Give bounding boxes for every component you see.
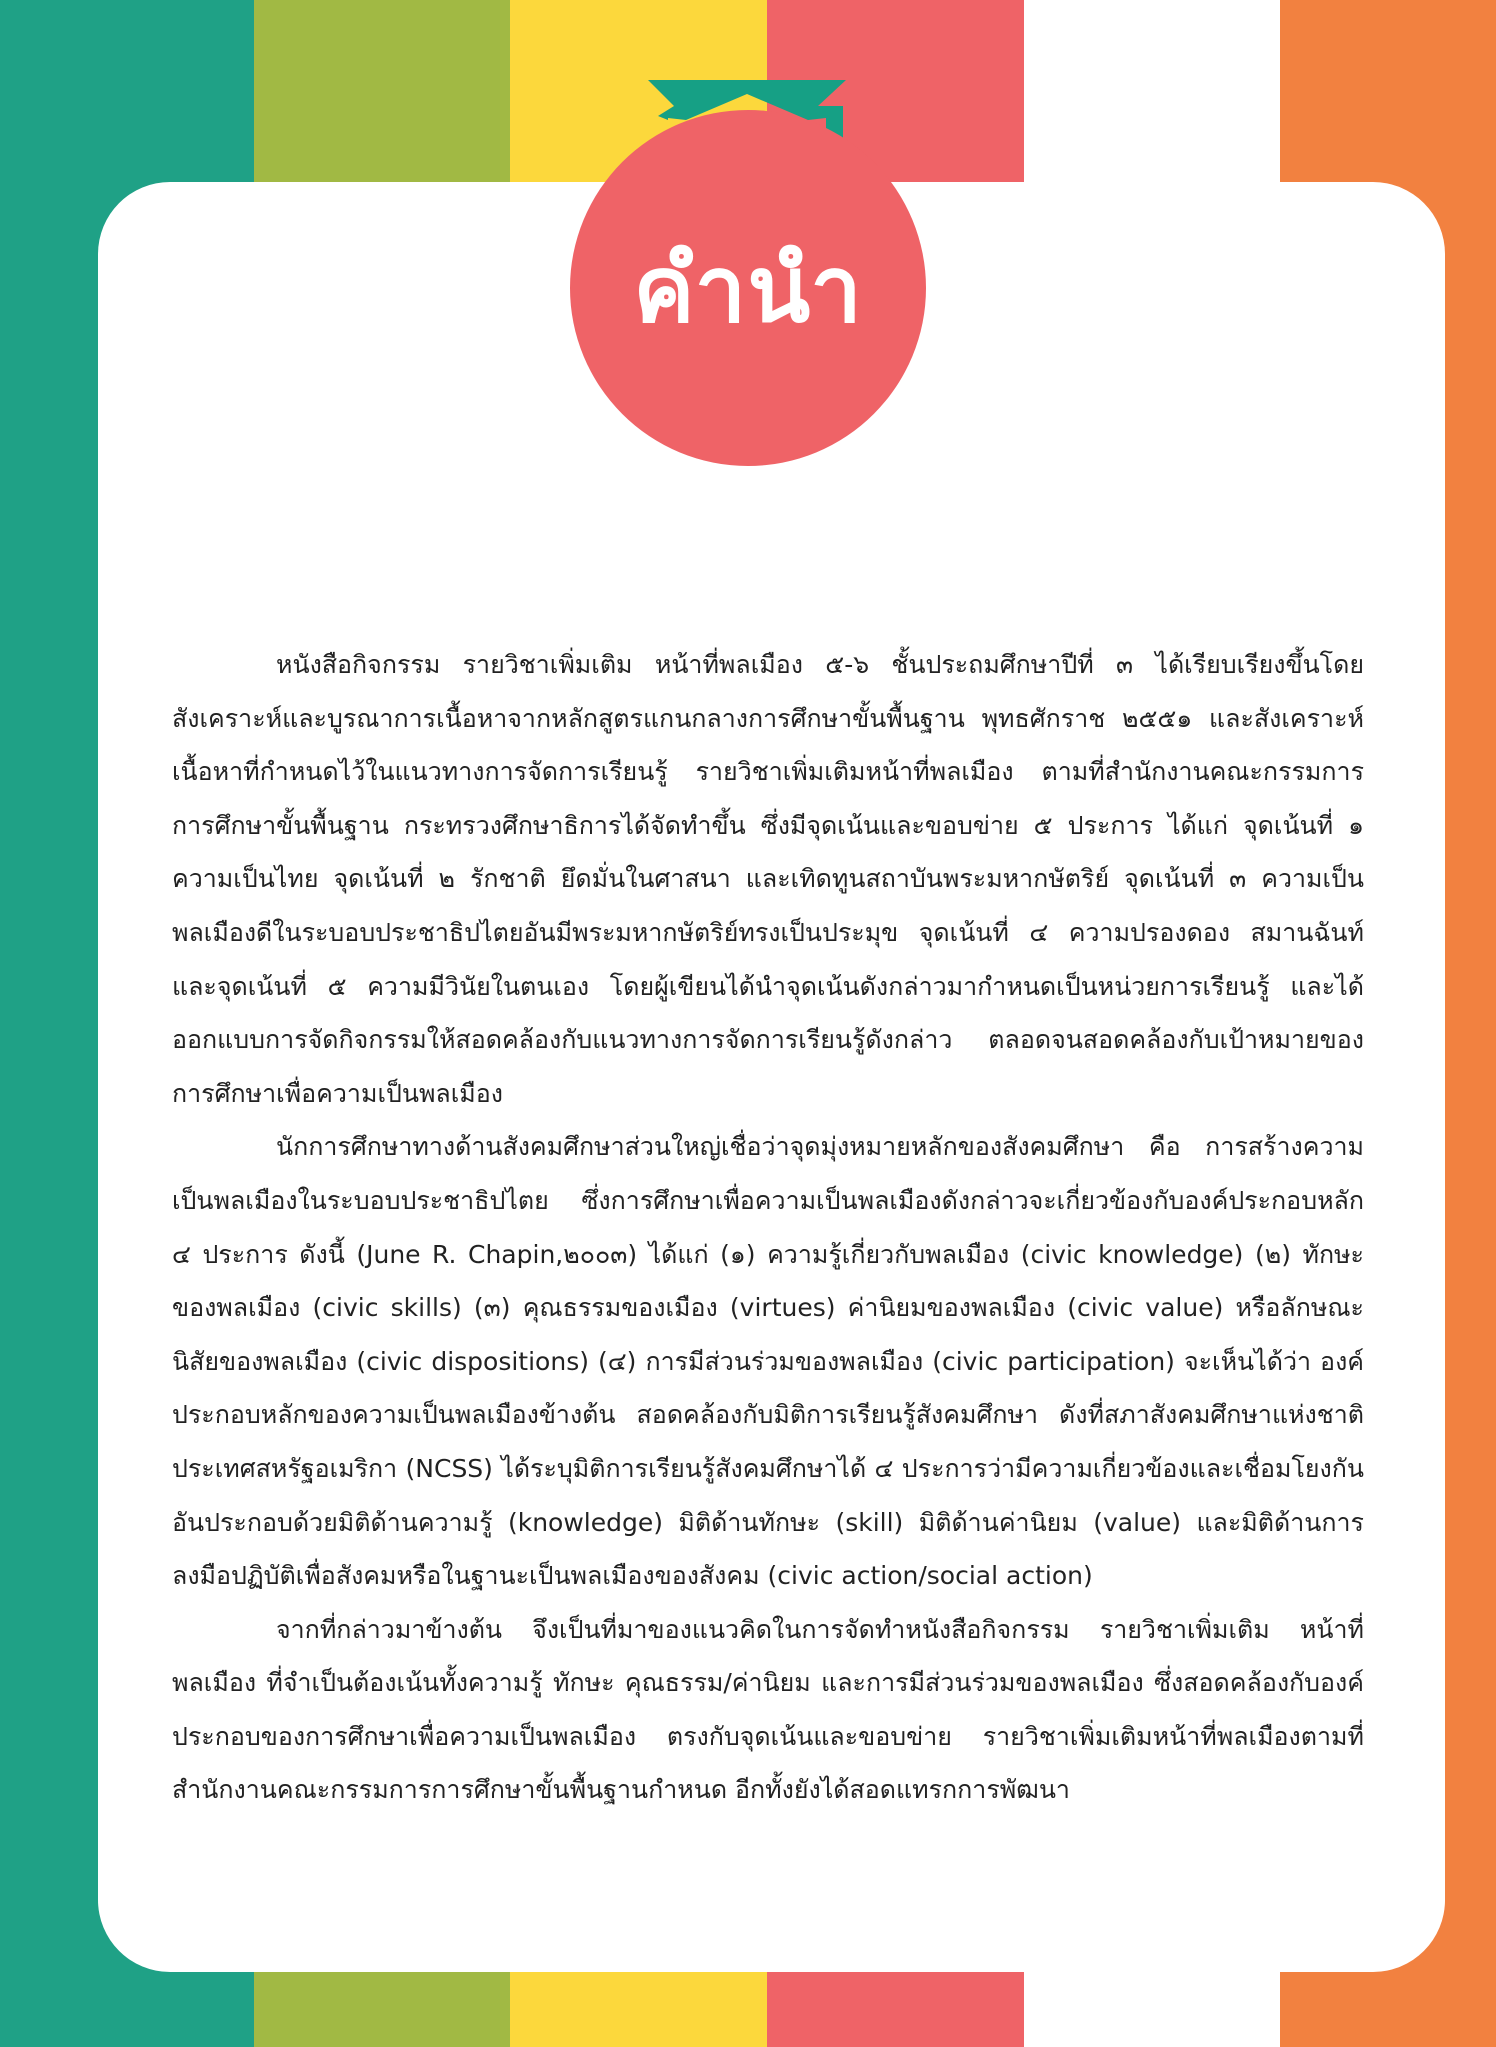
paragraph: นักการศึกษาทางด้านสังคมศึกษาส่วนใหญ่เชื่อว่าจุดมุ่งหมายหลักของสังคมศึกษา คือ การสร้างความเป็นพลเมืองในระบอบประชาธิปไตย ซึ่งการศึกษาเพื่อความเป็นพลเมืองดังกล่าวจะเกี่ยวข้องกับองค์ประกอบหลัก ๔ ประการ ดังนี้ (June R. Chapin,๒๐๐๓) ได้แก่ (๑) ความรู้เกี่ยวกับพลเมือง (civic knowledge) (๒) ทักษะของพลเมือง (civic skills) (๓) คุณธรรมของเมือง (virtues) ค่านิยมของพลเมือง (civic value) หรือลักษณะนิสัยของพลเมือง (civic dispositions) (๔) การมีส่วนร่วมของพลเมือง (civic participation) จะเห็นได้ว่า องค์ประกอบหลักของความเป็นพลเมืองข้างต้น สอดคล้องกับมิติการเรียนรู้สังคมศึกษา ดังที่สภาสังคมศึกษาแห่งชาติ ประเทศสหรัฐอเมริกา (NCSS) ได้ระบุมิติการเรียนรู้สังคมศึกษาได้ ๔ ประการว่ามีความเกี่ยวข้องและเชื่อมโยงกัน อันประกอบด้วยมิติด้านความรู้ (knowledge) มิติด้านทักษะ (skill) มิติด้านค่านิยม (value) และมิติด้านการลงมือปฏิบัติเพื่อสังคมหรือในฐานะเป็นพลเมืองของสังคม (civic action/social action) — [172, 1132, 1364, 1591]
paragraph: จากที่กล่าวมาข้างต้น จึงเป็นที่มาของแนวคิดในการจัดทำหนังสือกิจกรรม รายวิชาเพิ่มเติม หน้าที่พลเมือง ที่จำเป็นต้องเน้นทั้งความรู้ ทักษะ คุณธรรม/ค่านิยม และการมีส่วนร่วมของพลเมือง ซึ่งสอดคล้องกับองค์ประกอบของการศึกษาเพื่อความเป็นพลเมือง ตรงกับจุดเน้นและขอบข่าย รายวิชาเพิ่มเติมหน้าที่พลเมืองตามที่สำนักงานคณะกรรมการการศึกษาขั้นพื้นฐานกำหนด อีกทั้งยังได้สอดแทรกการพัฒนา — [172, 1614, 1364, 1805]
body-text — [172, 638, 1364, 1817]
paragraph: หนังสือกิจกรรม รายวิชาเพิ่มเติม หน้าที่พลเมือง ๕-๖ ชั้นประถมศึกษาปีที่ ๓ ได้เรียบเรียงขึ้นโดยสังเคราะห์และบูรณาการเนื้อหาจากหลักสูตรแกนกลางการศึกษาขั้นพื้นฐาน พุทธศักราช ๒๕๕๑ และสังเคราะห์เนื้อหาที่กำหนดไว้ในแนวทางการจัดการเรียนรู้ รายวิชาเพิ่มเติมหน้าที่พลเมือง ตามที่สำนักงานคณะกรรมการการศึกษาขั้นพื้นฐาน กระทรวงศึกษาธิการได้จัดทำขึ้น ซึ่งมีจุดเน้นและขอบข่าย ๕ ประการ ได้แก่ จุดเน้นที่ ๑ ความเป็นไทย จุดเน้นที่ ๒ รักชาติ ยึดมั่นในศาสนา และเทิดทูนสถาบันพระมหากษัตริย์ จุดเน้นที่ ๓ ความเป็นพลเมืองดีในระบอบประชาธิปไตยอันมีพระมหากษัตริย์ทรงเป็นประมุข จุดเน้นที่ ๔ ความปรองดอง สมานฉันท์ และจุดเน้นที่ ๕ ความมีวินัยในตนเอง โดยผู้เขียนได้นำจุดเน้นดังกล่าวมากำหนดเป็นหน่วยการเรียนรู้ และได้ออกแบบการจัดกิจกรรมให้สอดคล้องกับแนวทางการจัดการเรียนรู้ดังกล่าว ตลอดจนสอดคล้องกับเป้าหมายของการศึกษาเพื่อความเป็นพลเมือง — [172, 650, 1364, 1108]
page-title: คำนำ — [633, 235, 863, 343]
